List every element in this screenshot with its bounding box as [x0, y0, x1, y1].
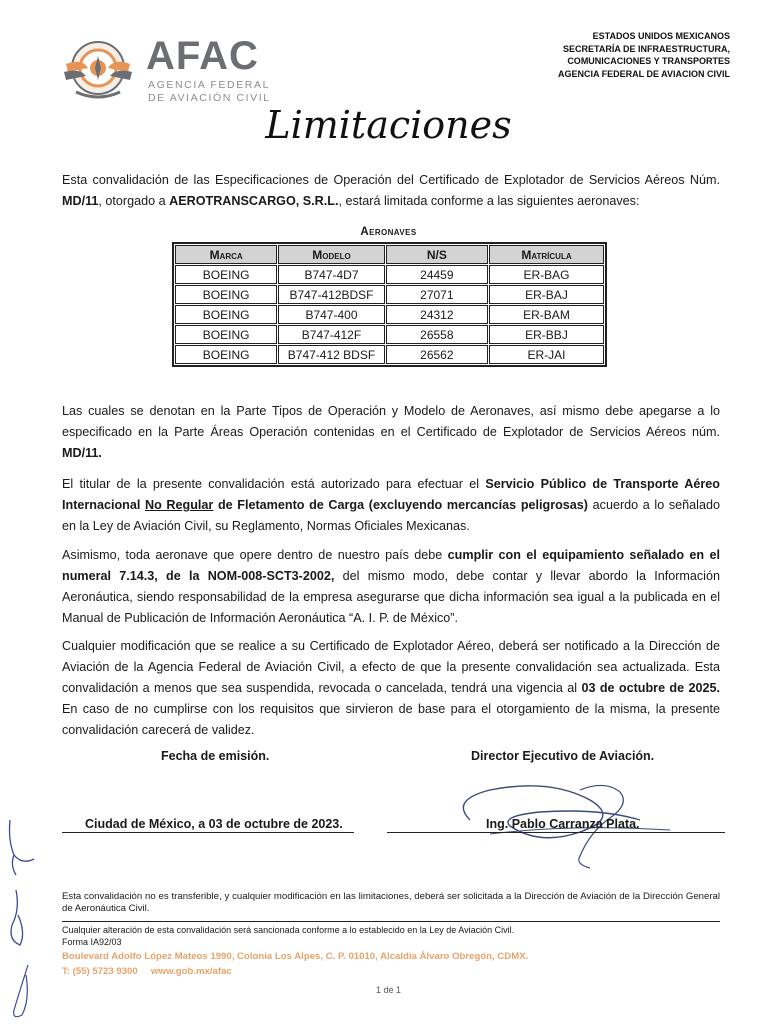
afac-subtitle-line-2: DE AVIACIÓN CIVIL — [148, 92, 271, 104]
service-type: Servicio Público de Transporte Aéreo Internacional — [62, 477, 720, 512]
footer-legal: Cualquier alteración de esta convalidación será sancionada conforme a lo establecido en la Ley de Aviación Civil. — [62, 925, 515, 935]
cell-modelo: B747-400 — [278, 305, 385, 324]
government-header — [558, 30, 730, 80]
cell-ns: 24312 — [386, 305, 488, 324]
cell-modelo: B747-4D7 — [278, 265, 385, 284]
afac-subtitle-line-1: AGENCIA FEDERAL — [148, 79, 271, 91]
director-name: Ing. Pablo Carranza Plata. — [486, 817, 640, 831]
intro-text-2: , otorgado a — [98, 194, 170, 208]
cell-matricula: ER-JAI — [489, 345, 604, 364]
footer-legal-block — [62, 925, 514, 948]
cell-matricula: ER-BAM — [489, 305, 604, 324]
scope-paragraph — [62, 401, 720, 464]
equipment-paragraph — [62, 545, 720, 629]
equipment-text-2: del mismo modo, debe contar y llevar abordo la Información Aeronáutica, siendo responsabilidad de la empresa asegurarse que dicha información sea igual a la publicada en el Manual de Publicación de Información Aeronáutica “A. I. P. de México”. — [62, 569, 720, 625]
service-scope: de Fletamento de Carga (excluyendo mercancías peligrosas) — [213, 498, 589, 512]
equipment-text-1: Asimismo, toda aeronave que opere dentro de nuestro país debe — [62, 548, 448, 562]
aircraft-table-caption: Aeronaves — [360, 226, 417, 238]
column-header-modelo: Modelo — [278, 245, 385, 264]
scope-certificate-number: MD/11. — [62, 446, 102, 460]
footer-divider — [62, 921, 720, 922]
authorization-paragraph — [62, 474, 720, 537]
cell-modelo: B747-412F — [278, 325, 385, 344]
table-row — [175, 265, 604, 284]
cell-marca: BOEING — [175, 265, 277, 284]
gov-line-1: ESTADOS UNIDOS MEXICANOS — [592, 31, 730, 41]
column-header-marca: Marca — [175, 245, 277, 264]
validity-date: 03 de octubre de 2025. — [581, 681, 720, 695]
column-header-ns: N/S — [386, 245, 488, 264]
cell-marca: BOEING — [175, 285, 277, 304]
cell-matricula: ER-BBJ — [489, 325, 604, 344]
footer-note: Esta convalidación no es transferible, y cualquier modificación en las limitaciones, deberá ser solicitada a la Dirección de Aviación de la Dirección General de Aeronáutica Civil. — [62, 891, 720, 914]
cell-marca: BOEING — [175, 345, 277, 364]
equipment-requirement: cumplir con el equipamiento señalado en el numeral 7.14.3, de la NOM-008-SCT3-2002, — [62, 548, 720, 583]
footer-contact: T: (55) 5723 9300 www.gob.mx/afac — [62, 966, 232, 977]
table-row — [175, 305, 604, 324]
handwritten-signature — [430, 760, 690, 870]
cell-matricula: ER-BAG — [489, 265, 604, 284]
director-signature-line — [387, 832, 725, 833]
issue-date-value: Ciudad de México, a 03 de octubre de 2023. — [85, 817, 343, 831]
gov-line-2: SECRETARÍA DE INFRAESTRUCTURA, — [562, 43, 730, 54]
issue-date-line — [62, 832, 354, 833]
issue-date-label: Fecha de emisión. — [161, 749, 270, 763]
aircraft-table — [172, 242, 607, 367]
cell-modelo: B747-412 BDSF — [278, 345, 385, 364]
intro-text-1: Esta convalidación de las Especificaciones de Operación del Certificado de Explotador de Servicios Aéreos Núm. — [62, 173, 720, 187]
cell-ns: 26562 — [386, 345, 488, 364]
table-row — [175, 285, 604, 304]
afac-emblem-icon — [62, 34, 134, 106]
afac-logo — [62, 34, 282, 106]
footer-address: Boulevard Adolfo López Mateos 1990, Colonia Los Alpes, C. P. 01010, Alcaldía Álvaro Obregón, CDMX. — [62, 951, 529, 962]
table-header-row — [175, 245, 604, 264]
validity-text-2: En caso de no cumplirse con los requisitos que sirvieron de base para el otorgamiento de la misma, la presente convalidación carecerá de validez. — [62, 702, 720, 737]
afac-wordmark: AFAC — [146, 34, 259, 78]
certificate-number: MD/11 — [62, 194, 99, 208]
document-title: Limitaciones — [265, 103, 512, 147]
cell-marca: BOEING — [175, 325, 277, 344]
service-regularity: No Regular — [145, 498, 214, 512]
gov-line-4: AGENCIA FEDERAL DE AVIACION CIVIL — [557, 68, 730, 79]
authorization-text-1: El titular de la presente convalidación está autorizado para efectuar el — [62, 477, 486, 491]
footer-form-number: Forma IA92/03 — [62, 936, 122, 947]
intro-paragraph — [62, 170, 720, 212]
authorization-text-2: acuerdo a lo señalado en la Ley de Aviación Civil, su Reglamento, Normas Oficiales Mexicanas. — [62, 498, 720, 533]
validity-text-1: Cualquier modificación que se realice a su Certificado de Explotador Aéreo, deberá ser notificado a la Dirección de Aviación de la Agencia Federal de Aviación Civil, a efecto de que la presente convalidación sea actualizada. Esta convalidación a menos que sea suspendida, revocada o cancelada, tendrá una vigencia al — [62, 639, 720, 695]
cell-ns: 26558 — [386, 325, 488, 344]
cell-ns: 24459 — [386, 265, 488, 284]
page-number: 1 de 1 — [375, 985, 402, 995]
cell-marca: BOEING — [175, 305, 277, 324]
table-row — [175, 325, 604, 344]
validity-paragraph — [62, 636, 720, 741]
cell-matricula: ER-BAJ — [489, 285, 604, 304]
cell-ns: 27071 — [386, 285, 488, 304]
gov-line-3: COMUNICACIONES Y TRANSPORTES — [567, 56, 730, 66]
intro-text-3: , estará limitada conforme a las siguientes aeronaves: — [338, 194, 640, 208]
director-title-label: Director Ejecutivo de Aviación. — [471, 749, 655, 763]
scope-text: Las cuales se denotan en la Parte Tipos de Operación y Modelo de Aeronaves, así mismo debe apegarse a lo especificado en la Parte Áreas Operación contenidas en el Certificado de Explotador de Servicios Aéreos núm. — [62, 404, 720, 439]
cell-modelo: B747-412BDSF — [278, 285, 385, 304]
column-header-matricula: Matrícula — [489, 245, 604, 264]
table-row — [175, 345, 604, 364]
operator-name: AEROTRANSCARGO, S.R.L. — [169, 194, 339, 208]
